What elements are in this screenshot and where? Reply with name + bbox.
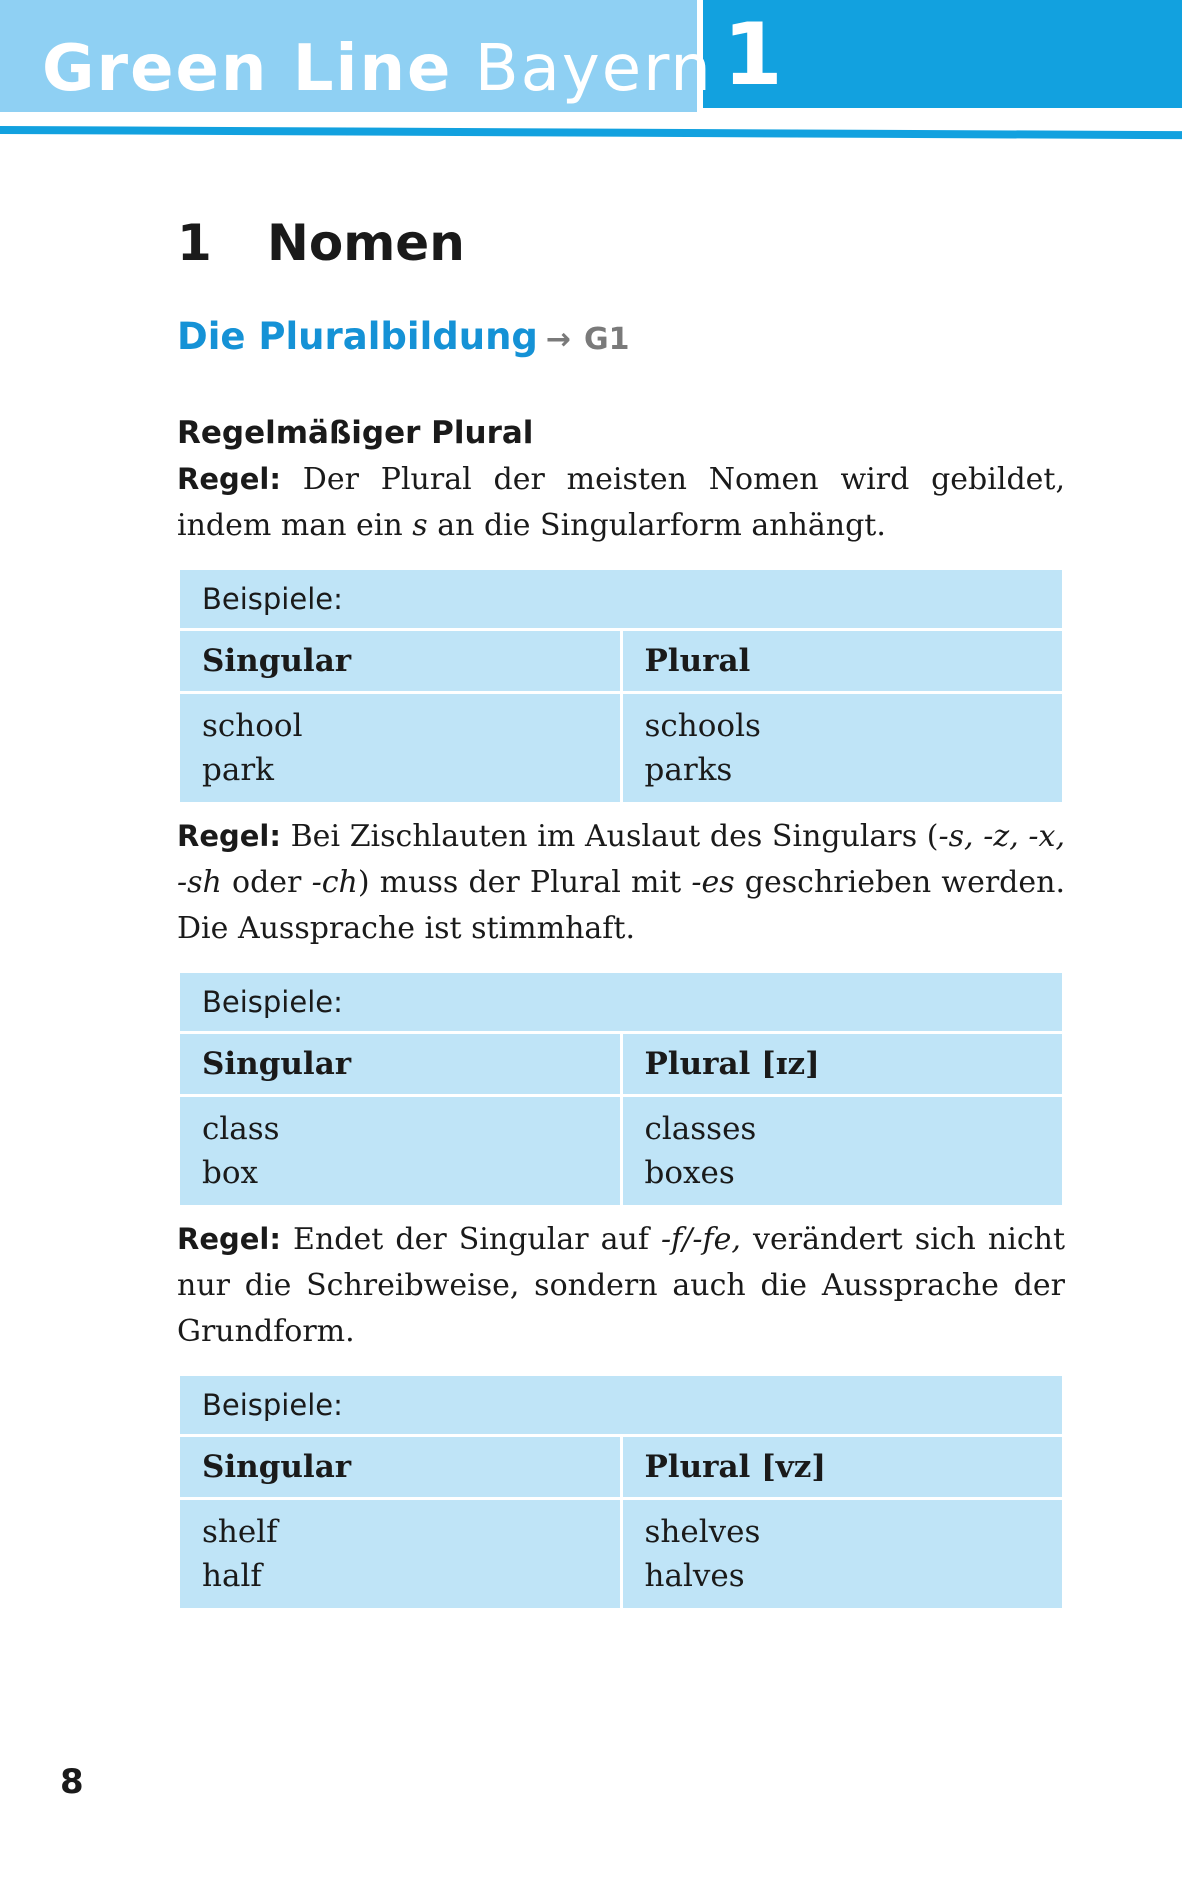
plural-cell (621, 1096, 1064, 1207)
singular-word: shelf (202, 1514, 278, 1550)
rule-text: an die Singularform anhängt. (427, 508, 886, 543)
main-content (177, 410, 1065, 1619)
series-title-light: Bayern (474, 32, 713, 106)
rule-text: Der Plural der meisten Nomen wird gebildet, indem man ein (177, 462, 1065, 543)
plural-cell (621, 1499, 1064, 1610)
singular-cell (179, 1499, 622, 1610)
series-title-bold: Green Line (42, 32, 453, 106)
singular-word: park (202, 752, 274, 788)
rule-paragraph (177, 1216, 1065, 1355)
column-header-singular: Singular (179, 1033, 622, 1096)
page-number: 8 (60, 1762, 84, 1802)
rule-label: Regel: (177, 462, 281, 496)
plural-cell (621, 693, 1064, 804)
rule-text: Bei Zischlauten im Auslaut des Singulars ( (280, 819, 939, 854)
chapter-title: Nomen (267, 214, 465, 272)
subheading: Regelmäßiger Plural (177, 415, 534, 451)
section-title: Die Pluralbildung (177, 315, 538, 358)
singular-word: class (202, 1111, 280, 1147)
rule-text: oder (221, 865, 312, 900)
section-reference: G1 (583, 322, 630, 357)
plural-word: classes (644, 1111, 757, 1147)
column-header-plural: Plural [ɪz] (621, 1033, 1064, 1096)
plural-word: halves (644, 1558, 745, 1594)
singular-word: school (202, 708, 303, 744)
column-header-singular: Singular (179, 630, 622, 693)
rule-italic: -ch (311, 865, 358, 900)
column-header-plural: Plural [vz] (621, 1436, 1064, 1499)
singular-word: half (202, 1558, 262, 1594)
singular-cell (179, 693, 622, 804)
plural-word: schools (644, 708, 761, 744)
rule-italic: -f/-fe, (661, 1222, 741, 1257)
plural-word: shelves (644, 1514, 761, 1550)
series-volume: 1 (722, 5, 783, 105)
rule-label: Regel: (177, 819, 281, 853)
rule-text: Endet der Singular auf (280, 1222, 662, 1257)
examples-table (177, 1373, 1065, 1611)
singular-word: box (202, 1155, 258, 1191)
rule-italic: -s, -z, -x, -sh (177, 819, 1065, 900)
column-header-plural: Plural (621, 630, 1064, 693)
arrow-right-icon: → (545, 322, 572, 357)
table-caption: Beispiele: (179, 1375, 1064, 1436)
section-heading (177, 315, 630, 358)
rule-paragraph (177, 813, 1065, 952)
plural-word: parks (644, 752, 733, 788)
rule-label: Regel: (177, 1222, 281, 1256)
rule-text: verändert sich nicht nur die Schreibweise, sondern auch die Aussprache der Grundform. (177, 1222, 1065, 1349)
table-caption: Beispiele: (179, 569, 1064, 630)
plural-word: boxes (644, 1155, 735, 1191)
rule-text: geschrieben werden. Die Aussprache ist stimmhaft. (177, 865, 1065, 946)
examples-table (177, 970, 1065, 1208)
rule-text: ) muss der Plural mit (357, 865, 692, 900)
chapter-number: 1 (177, 214, 212, 272)
chapter-heading (177, 214, 465, 272)
examples-table (177, 567, 1065, 805)
rule-italic: -es (691, 865, 735, 900)
rule-paragraph (177, 456, 1065, 549)
singular-cell (179, 1096, 622, 1207)
rule-italic: s (412, 508, 428, 543)
series-title (42, 5, 783, 106)
table-caption: Beispiele: (179, 972, 1064, 1033)
column-header-singular: Singular (179, 1436, 622, 1499)
header-divider-line (0, 126, 1182, 139)
